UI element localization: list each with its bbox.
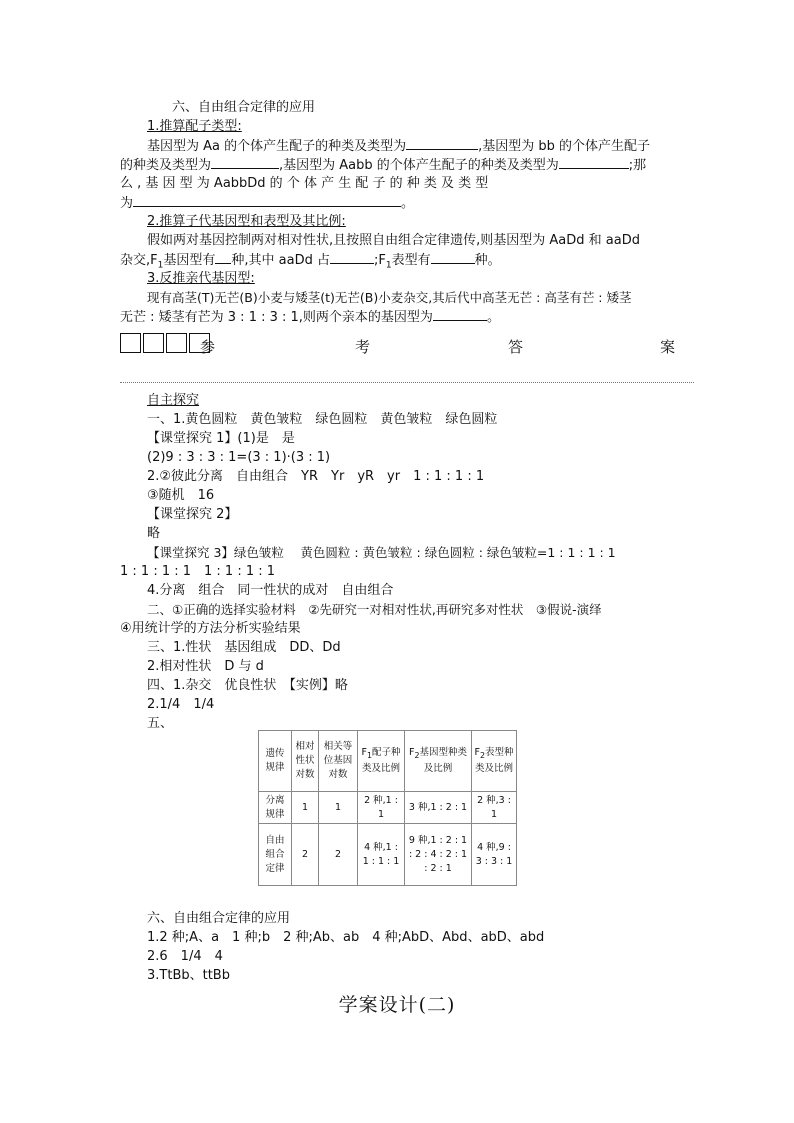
text: 种。 <box>474 253 501 268</box>
s1-line2 <box>120 155 646 175</box>
box <box>120 333 141 353</box>
s3-line2 <box>120 307 500 327</box>
table-cell: 4 种,9 : 3 : 3 : 1 <box>472 824 517 886</box>
s2-title-text: 2.推算子代基因型和表型及其比例: <box>147 214 346 229</box>
subscript: 2 <box>414 750 420 760</box>
ans-line: 1 : 1 : 1 : 1 1 : 1 : 1 : 1 <box>120 564 276 579</box>
ans-line: 2.6 1/4 4 <box>147 949 223 964</box>
fill-blank[interactable] <box>433 307 487 321</box>
s3-title-text: 3.反推亲代基因型: <box>147 271 255 286</box>
ans-line: 4.分离 组合 同一性状的成对 自由组合 <box>147 583 394 598</box>
s1-line3: 么 , 基 因 型 为 AabbDd 的 个 体 产 生 配 子 的 种 类 及 类 型 <box>120 176 489 191</box>
ans-line: 2.②彼此分离 自由组合 YR Yr yR yr 1 : 1 : 1 : 1 <box>147 469 485 484</box>
text: 基因型为 Aa 的个体产生配子的种类及类型为 <box>147 139 407 154</box>
table-row <box>259 792 517 824</box>
ans-line: 2.相对性状 D 与 d <box>147 659 264 674</box>
subscript: 1 <box>157 260 164 271</box>
table-cell: 自由组合定律 <box>259 824 292 886</box>
footer-title: 学案设计(二) <box>338 994 456 1016</box>
fill-blank[interactable] <box>133 193 401 207</box>
ref-char-3: 答 <box>508 338 524 356</box>
table-cell: 2 种,3 : 1 <box>472 792 517 824</box>
table-cell: 1 <box>292 792 319 824</box>
table-cell: 2 种,1 : 1 <box>358 792 405 824</box>
fill-blank[interactable] <box>431 250 475 264</box>
text: 为 <box>120 196 134 211</box>
header-cell: 相关等位基因对数 <box>319 731 358 792</box>
subscript: 2 <box>479 750 485 760</box>
text: 基因型有 <box>163 253 216 268</box>
subscript: 1 <box>385 260 392 271</box>
ans-line: 三、1.性状 基因组成 DD、Dd <box>147 640 341 655</box>
ans-line: 略 <box>147 526 161 541</box>
ans-line: 1.2 种;A、a 1 种;b 2 种;Ab、ab 4 种;AbD、Abd、abD、abd <box>147 930 545 945</box>
ans-line: (2)9 : 3 : 3 : 1=(3 : 1)·(3 : 1) <box>147 450 331 465</box>
header-cell: 遗传规律 <box>259 731 292 792</box>
ans-line: ④用统计学的方法分析实验结果 <box>120 621 301 636</box>
table-cell: 3 种,1 : 2 : 1 <box>405 792 472 824</box>
ref-char-4: 案 <box>660 338 676 356</box>
table-row <box>259 824 517 886</box>
ans-line: 四、1.杂交 优良性状 【实例】略 <box>147 678 348 693</box>
s2-title <box>147 212 346 231</box>
text: 配子种类及比例 <box>361 746 401 775</box>
s2-line1: 假如两对基因控制两对相对性状,且按照自由组合定律遗传,则基因型为 AaDd 和 aaDd <box>147 233 640 248</box>
s3-title <box>147 269 255 288</box>
section-heading: 六、自由组合定律的应用 <box>172 100 316 115</box>
text: 。 <box>401 196 415 211</box>
zizhu-title <box>147 391 199 410</box>
table-cell: 4 种,1 : 1 : 1 : 1 <box>358 824 405 886</box>
ans-line: 一、1.黄色圆粒 黄色皱粒 绿色圆粒 黄色皱粒 绿色圆粒 <box>147 412 498 427</box>
ref-char-2: 考 <box>355 338 371 356</box>
header-cell: 相对性状对数 <box>292 731 319 792</box>
table-cell: 9 种,1 : 2 : 1 : 2 : 4 : 2 : 1 : 2 : 1 <box>405 824 472 886</box>
text: ,基因型为 Aabb 的个体产生配子的种类及类型为 <box>279 158 559 173</box>
text: 基因型种类及比例 <box>419 746 467 775</box>
ans-line: 五、 <box>147 716 174 731</box>
text: F <box>361 746 367 758</box>
table-header-row <box>259 731 517 792</box>
text: F <box>474 746 480 758</box>
s1-line4 <box>120 193 414 213</box>
ans-line: 二、①正确的选择实验材料 ②先研究一对相对性状,再研究多对性状 ③假说-演绎 <box>147 602 602 617</box>
table-cell: 1 <box>319 792 358 824</box>
s1-title <box>147 117 242 136</box>
fill-blank[interactable] <box>406 136 478 150</box>
header-cell <box>472 731 517 792</box>
ans-line: 【课堂探究 2】 <box>147 507 238 522</box>
table-cell: 2 <box>319 824 358 886</box>
fill-blank[interactable] <box>559 155 629 169</box>
fill-blank[interactable] <box>330 250 374 264</box>
text: 。 <box>486 310 500 325</box>
text: ;F <box>373 253 386 268</box>
answer-boxes <box>120 333 212 353</box>
table-cell: 2 <box>292 824 319 886</box>
ref-char-1: 参 <box>200 338 216 356</box>
header-cell <box>358 731 405 792</box>
ans-line: 【课堂探究 3】绿色皱粒 黄色圆粒 : 黄色皱粒 : 绿色圆粒 : 绿色皱粒=1 : 1 : 1 : 1 <box>147 545 616 560</box>
zizhu-text: 自主探究 <box>147 393 200 408</box>
ans-line: ③随机 16 <box>147 488 215 503</box>
ans-line: 六、自由组合定律的应用 <box>147 911 291 926</box>
text: 表型有 <box>391 253 431 268</box>
table-cell: 分离规律 <box>259 792 292 824</box>
header-cell <box>405 731 472 792</box>
text: ,基因型为 bb 的个体产生配子 <box>478 139 651 154</box>
box <box>166 333 187 353</box>
ans-line: 2.1/4 1/4 <box>147 697 215 712</box>
subscript: 1 <box>366 750 372 760</box>
text: 种,其中 aaDd 占 <box>231 253 330 268</box>
text: ;那 <box>628 158 647 173</box>
text: 表型种类及比例 <box>474 746 514 775</box>
fill-blank[interactable] <box>211 155 279 169</box>
text: 无芒 : 矮茎有芒为 3 : 1 : 3 : 1,则两个亲本的基因型为 <box>120 310 433 325</box>
s1-title-text: 1.推算配子类型: <box>147 119 242 134</box>
s1-line1 <box>147 136 650 156</box>
box <box>143 333 164 353</box>
fill-blank[interactable] <box>215 250 231 264</box>
text: F <box>408 746 415 758</box>
text: 的种类及类型为 <box>120 158 212 173</box>
dotted-divider <box>120 382 694 383</box>
s3-line1: 现有高茎(T)无芒(B)小麦与矮茎(t)无芒(B)小麦杂交,其后代中高茎无芒 : 高茎有芒 : 矮茎 <box>147 290 632 305</box>
ans-line: 3.TtBb、ttBb <box>147 968 230 983</box>
genetics-table <box>258 730 517 886</box>
ans-line: 【课堂探究 1】(1)是 是 <box>147 431 295 446</box>
text: 杂交,F <box>120 253 158 268</box>
